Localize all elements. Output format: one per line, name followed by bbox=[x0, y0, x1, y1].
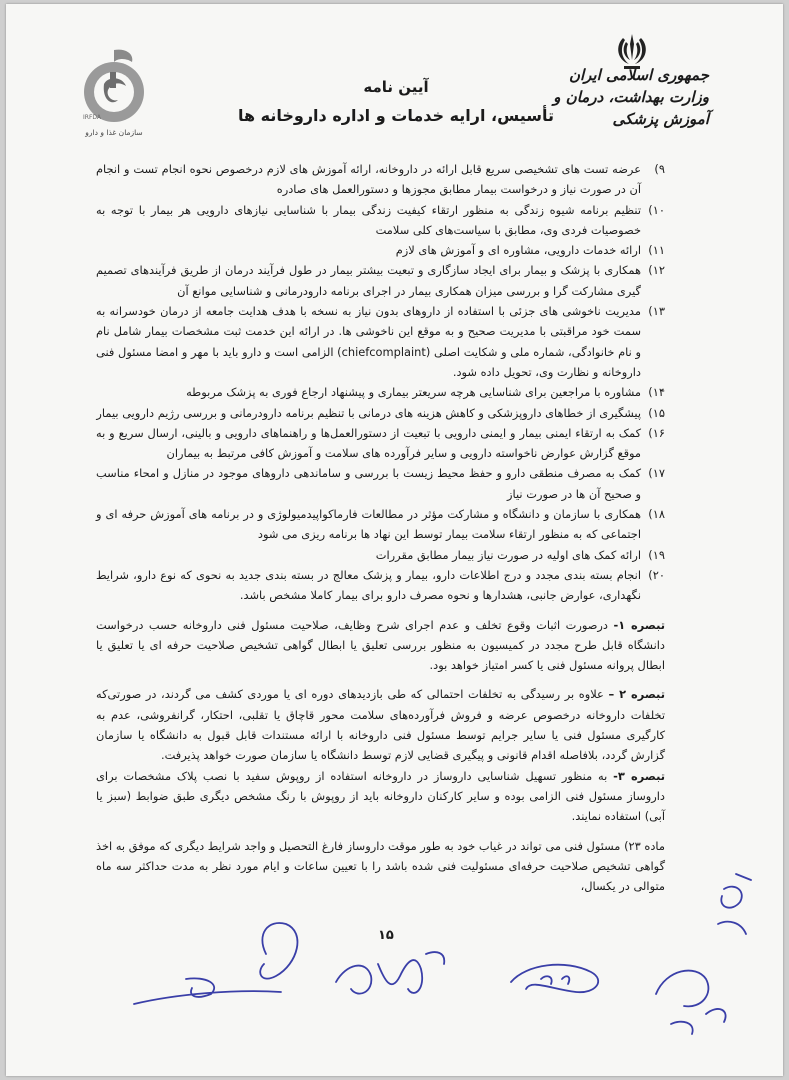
item-text: همکاری با پزشک و بیمار برای ایجاد سازگاری و تبعیت بیشتر بیمار در طول فرآیند درمان از طریق فرآیندهای تصمیم گیری مشارکت گرا و بررسی میزان همکاری بیمار در اجرای برنامه دارودرمانی و شناسایی موانع آن bbox=[96, 263, 641, 298]
item-number: ۱۴) bbox=[648, 385, 665, 400]
ministry-line-2: وزارت بهداشت، درمان و آموزش پزشکی bbox=[553, 88, 709, 128]
item-number: ۲۰) bbox=[648, 567, 665, 582]
item-number: ۱۷) bbox=[648, 466, 665, 481]
logo-abbreviation: IRFDA bbox=[83, 114, 102, 121]
ministry-line-1: جمهوری اسلامی ایران bbox=[568, 66, 709, 84]
signature-4 bbox=[656, 971, 726, 1034]
item-text: همکاری با سازمان و دانشگاه و مشارکت مؤثر در مطالعات فارماکواپیدمیولوژی و در برنامه های آموزش حرفه ای و اجتماعی که به منظور ارتقاء سلامت بیمار توسط این نهاد ها برنامه ریزی می شود bbox=[96, 507, 641, 542]
signature-1 bbox=[134, 923, 297, 1004]
document-type: آیین نامه bbox=[363, 78, 429, 96]
article-label: ماده ۲۳) bbox=[624, 838, 666, 853]
note-label: تبصره ۲ – bbox=[608, 687, 665, 702]
item-number: ۱۳) bbox=[648, 304, 665, 319]
signature-3 bbox=[511, 965, 598, 992]
item-text: ارائه خدمات دارویی، مشاوره ای و آموزش های لازم bbox=[395, 243, 641, 258]
item-text: کمک به ارتقاء ایمنی بیمار و ایمنی دارویی با تبعیت از دستورالعمل‌ها و راهنماهای دارویی و بالینی، ارسال سریع و به موقع گزارش عوارض ناخواسته دارویی و سایر فرآورده های سلامت و آموزش کافی مرتبط به بیماران bbox=[96, 425, 641, 461]
item-number: ۱۱) bbox=[648, 243, 665, 258]
item-number: ۱۹) bbox=[648, 547, 665, 562]
item-text: مشاوره با مراجعین برای شناسایی هرچه سریعتر بیماری و پیشنهاد ارجاع فوری به پزشک مربوطه bbox=[186, 385, 641, 400]
item-number: ۹) bbox=[654, 162, 665, 176]
note-label: تبصره ۳- bbox=[613, 768, 665, 783]
item-number: ۱۸) bbox=[648, 507, 665, 522]
item-text: ارائه کمک های اولیه در صورت نیاز بیمار مطابق مقررات bbox=[375, 547, 641, 562]
item-text: مدیریت ناخوشی های جزئی با استفاده از داروهای بدون نیاز به نسخه با هدف هدایت جامعه از درمان خودسرانه به سمت خود مراقبتی با مدیریت صحیح و به موقع این ناخوشی ها. در ارائه این خدمت ثبت مشخصات بیمار شامل نام و نام خانوادگی، شماره ملی و شکایت اصلی (chiefcomplaint) الزامی است و دارو باید با مهر و امضا مسئول فنی داروخانه و نظارت وی، تحویل داده شود. bbox=[96, 304, 641, 379]
item-text: تنظیم برنامه شیوه زندگی به منظور ارتقاء کیفیت زندگی بیمار با شناسایی نیازهای دارویی هر بیمار با توجه به خصوصیات فردی وی، مطابق با سیاست‌های کلی سلامت bbox=[96, 202, 641, 237]
logo-caption: سازمان غذا و دارو bbox=[85, 128, 143, 137]
document-page bbox=[6, 4, 783, 1076]
document-title: تأسیس، ارایه خدمات و اداره داروخانه ها bbox=[237, 106, 555, 125]
item-text: انجام بسته بندی مجدد و درج اطلاعات دارو، بیمار و پزشک معالج در بسته بندی جدید به نحوی که نوع دارو، شرایط نگهداری، عوارض جانبی، هشدارها و نحوه مصرف دارو برای بیمار کاملا مشخص باشد. bbox=[96, 567, 641, 603]
item-text: پیشگیری از خطاهای داروپزشکی و کاهش هزینه های درمانی با تنظیم برنامه دارودرمانی و بررسی رژیم دارویی بیمار bbox=[96, 405, 641, 420]
signatures bbox=[6, 4, 783, 1076]
item-number: ۱۲) bbox=[648, 263, 665, 278]
note-label: تبصره ۱- bbox=[613, 617, 666, 632]
item-number: ۱۶) bbox=[648, 425, 665, 440]
note-text: علاوه بر رسیدگی به تخلفات احتمالی که طی بازدیدهای دوره ای یا موردی کشف می گردند، در صورتی‌که تخلفات داروخانه درخصوص عرضه و فروش فرآورده‌های سلامت محور قاچاق یا تقلبی، احتکار، گرانفروشی، عدم به کارگیری مسئول فنی یا سایر جرایم توسط مسئول فنی داروخانه با ارائه مستندات قابل قبول به دانشگاه یا سازمان گزارش گردد، بلافاصله اقدام قانونی و پیگیری قضایی لازم توسط دانشگاه یا سازمان صورت خواهد پذیرفت. bbox=[96, 687, 665, 763]
signature-5 bbox=[718, 874, 751, 934]
item-number: ۱۰) bbox=[648, 202, 665, 217]
item-number: ۱۵) bbox=[648, 405, 665, 420]
note-text: درصورت اثبات وقوع تخلف و عدم اجرای شرح وظایف، صلاحیت مسئول فنی داروخانه حسب درخواست دانشگاه قابل طرح مجدد در کمیسیون به منظور بررسی تعلیق یا ابطال گواهی تشخیص صلاحیت حرفه ای یا تعلیق یا ابطال پروانه مسئول فنی یا کسر امتیاز خواهد بود. bbox=[96, 617, 665, 673]
article-text: مسئول فنی می تواند در غیاب خود به طور موقت داروساز فارغ التحصیل و واجد شرایط دیگری که موفق به اخذ گواهی تشخیص صلاحیت حرفه‌ای مسئولیت فنی شده باشد را با تعیین ساعات و ایام مورد نظر به مدت حداکثر سه ماه متوالی در یکسال، bbox=[96, 838, 665, 894]
item-text: عرضه تست های تشخیصی سریع قابل ارائه در داروخانه، ارائه آموزش های لازم درخصوص نحوه انجام تست و انجام آن در صورت نیاز و درخواست بیمار مطابق مجوزها و دستورالعمل های صادره bbox=[96, 162, 641, 197]
note-text: به منظور تسهیل شناسایی داروساز در داروخانه استفاده از روپوش سفید با نصب پلاک مشخصات برای داروساز مسئول فنی الزامی بوده و سایر کارکنان داروخانه باید از روپوش با رنگ مشخص دیگری طبق ضوابط (سبز یا آبی) استفاده نمایند. bbox=[96, 768, 665, 824]
signature-2 bbox=[336, 952, 444, 994]
item-text: کمک به مصرف منطقی دارو و حفظ محیط زیست با بررسی و ساماندهی داروهای موجود در منازل و امحاء مناسب و صحیح آن ها در صورت نیاز bbox=[96, 466, 641, 501]
page-number: ۱۵ bbox=[378, 928, 394, 943]
